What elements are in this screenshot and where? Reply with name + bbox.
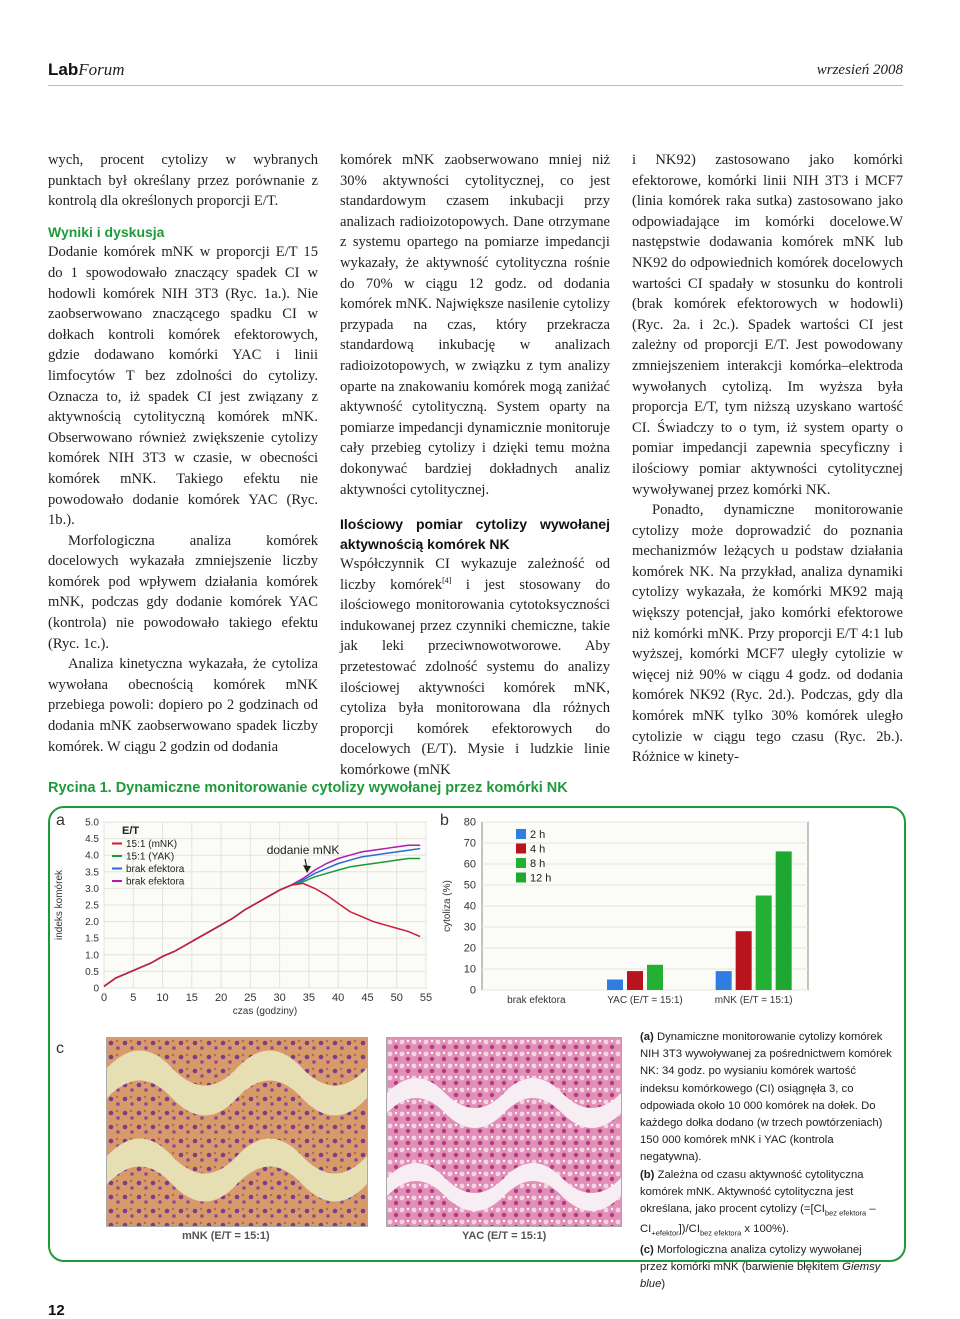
y-tick-label: 4.5 bbox=[85, 834, 99, 846]
legend-label: 4 h bbox=[530, 843, 546, 856]
y-tick-label: 70 bbox=[463, 837, 476, 850]
y-tick-label: 50 bbox=[463, 879, 476, 892]
x-axis-label: czas (godziny) bbox=[232, 1006, 298, 1017]
x-category-label: brak efektora bbox=[507, 995, 566, 1006]
caption-subscript: bez efektora bbox=[699, 1228, 742, 1238]
panel-label-b: b bbox=[440, 812, 449, 829]
bar-chart-cytolysis bbox=[440, 814, 820, 1026]
x-tick-label: 55 bbox=[419, 992, 433, 1004]
micrograph-yac bbox=[386, 1037, 622, 1227]
micrograph-mnk-label: mNK (E/T = 15:1) bbox=[182, 1230, 270, 1242]
caption-subscript: +efektor bbox=[651, 1228, 679, 1238]
issue-date: wrzesień 2008 bbox=[816, 62, 903, 78]
bar bbox=[627, 971, 643, 990]
legend-label: 8 h bbox=[530, 858, 546, 870]
x-tick-label: 50 bbox=[390, 992, 403, 1004]
y-tick-label: 5.0 bbox=[85, 817, 99, 829]
y-tick-label: 10 bbox=[463, 963, 476, 976]
text-column-2 bbox=[340, 150, 610, 781]
text-column-1 bbox=[48, 150, 318, 757]
paragraph: komórek mNK zaobserwowano mniej niż 30% aktywności cytolitycznej, co jest standardowym czasem inkubacji przy analizach radioizotopowych. Dane otrzymane z systemu opartego na pomiarze impedancji wykazały, że aktywność cytolityczna rośnie do 70% w ciągu 12 godz. od dodania komórek mNK. Największe nasilenie cytolizy przypada na czas, który przekracza standardową inkubację w analizach radioizotopowych, w związku z tym analizy oparte na znakowaniu komórek mogą zaniżać aktywność cytolityczną. System oparty na pomiarze impedancji dynamicznie monitoruje cały przebieg cytolizy i dzięki temu można dokonywać bardziej dokładnych analiz aktywności cytolitycznej. bbox=[340, 152, 610, 498]
y-axis-label: indeks komórek bbox=[54, 869, 65, 941]
micrograph-mnk-image bbox=[107, 1038, 367, 1226]
section-heading-results: Wyniki i dyskusja bbox=[48, 223, 165, 240]
y-tick-label: 3.0 bbox=[85, 883, 99, 895]
x-tick-label: 20 bbox=[214, 992, 228, 1004]
text-column-3 bbox=[632, 150, 903, 768]
logo-bold: Lab bbox=[48, 60, 79, 79]
caption-subscript: bez efektora bbox=[824, 1208, 867, 1218]
legend-label: brak efektora bbox=[126, 876, 185, 888]
legend-label: 15:1 (YAK) bbox=[126, 851, 175, 863]
legend-title: E/T bbox=[122, 825, 140, 837]
section-heading-quantitative: Ilościowy pomiar cytolizy wywołanej aktywnością komórek NK bbox=[340, 516, 610, 553]
caption-tag: (b) bbox=[640, 1168, 655, 1181]
figure-title: Rycina 1. Dynamiczne monitorowanie cytolizy wywołanej przez komórki NK bbox=[48, 780, 568, 796]
y-axis-label: cytoliza (%) bbox=[442, 880, 453, 932]
panel-label-c: c bbox=[56, 1040, 64, 1057]
y-tick-label: 80 bbox=[463, 816, 476, 829]
y-tick-label: 60 bbox=[463, 858, 476, 871]
x-category-label: YAC (E/T = 15:1) bbox=[607, 995, 683, 1006]
x-tick-label: 25 bbox=[244, 992, 257, 1004]
caption-b bbox=[640, 1167, 892, 1242]
caption-text: ) bbox=[661, 1278, 666, 1291]
y-tick-label: 0 bbox=[93, 983, 99, 995]
caption-text: – CI bbox=[640, 1203, 876, 1236]
legend-swatch bbox=[516, 858, 526, 868]
paragraph: wych, procent cytolizy w wybranych punktach był określany przez porównanie z kontrolą dla określonych proporcji E/T. bbox=[48, 152, 318, 210]
caption-text: x 100%). bbox=[741, 1223, 789, 1236]
y-tick-label: 1.5 bbox=[85, 933, 99, 945]
legend-swatch bbox=[516, 829, 526, 839]
figure-caption bbox=[640, 1029, 892, 1294]
y-tick-label: 20 bbox=[463, 942, 476, 955]
caption-text: ])/CI bbox=[678, 1223, 700, 1236]
y-tick-label: 3.5 bbox=[85, 867, 99, 879]
x-tick-label: 15 bbox=[185, 992, 198, 1004]
micrograph-yac-label: YAC (E/T = 15:1) bbox=[462, 1230, 547, 1242]
caption-text: Dynamiczne monitorowanie cytolizy komórek NIH 3T3 wywoływanej za pośrednictwem komórek NK: 34 godz. po wysianiu komórek wartość indeksu komórkowego (CI) osiągnęła 3, co odpowiada około 10 000 komórek na dołek. Do każdego dołka dodano (w trzech powtórzeniach) 150 000 komórek mNK i YAC (kontrola negatywna). bbox=[640, 1031, 892, 1164]
caption-italic: Giemsy blue bbox=[640, 1261, 881, 1291]
y-tick-label: 2.5 bbox=[85, 900, 99, 912]
bar bbox=[647, 965, 663, 990]
y-tick-label: 1.0 bbox=[85, 950, 99, 962]
x-tick-label: 30 bbox=[273, 992, 286, 1004]
bar bbox=[716, 971, 732, 990]
micrograph-yac-image bbox=[387, 1038, 621, 1226]
caption-tag: (c) bbox=[640, 1243, 654, 1256]
caption-tag: (a) bbox=[640, 1031, 654, 1043]
bar bbox=[736, 931, 752, 990]
journal-logo bbox=[48, 60, 125, 80]
x-tick-label: 5 bbox=[130, 992, 137, 1004]
paragraph: Analiza kinetyczna wykazała, że cytoliza wywołana obecnością komórek mNK przebiega powoli: dopiero po 2 godzinach od dodania mNK zaobserwowano spadek liczby komórek. W ciągu 2 godzin od dodania bbox=[48, 656, 318, 755]
page-number: 12 bbox=[48, 1302, 65, 1319]
y-tick-label: 40 bbox=[463, 900, 476, 913]
bar bbox=[756, 896, 772, 991]
panel-label-a: a bbox=[56, 812, 65, 829]
y-tick-label: 0.5 bbox=[85, 966, 99, 978]
x-tick-label: 0 bbox=[100, 992, 108, 1004]
paragraph: i NK92) zastosowano jako komórki efektorowe, komórki linii NIH 3T3 i MCF7 (linia komórek raka sutka) zastosowano jako odpowiadające im komórki docelowe.W następstwie dodawania komórek mNK lub NK92 do odpowiednich komórek docelowych wartości CI spadały w stosunku do kontroli (brak komórek efektorowych w hodowli) (Ryc. 2a. i 2c.). Spadek wartości CI jest zależny od proporcji E/T. Jest powodowany zmniejszeniem interakcji komórka–elektroda wywołanych cytolizą. Im wyższa była proporcja E/T, tym niższą uzyskano wartość CI. Świadczy to o tym, iż system oparty o pomiar impedancji zapewnia specyficzny i ilościowy pomiar aktywności cytolitycznej wywoływanej przez komórki NK. bbox=[632, 152, 903, 498]
annotation-label: dodanie mNK bbox=[266, 843, 340, 857]
caption-text: Morfologiczna analiza cytolizy wywołanej przez komórki mNK (barwienie błękitem bbox=[640, 1243, 862, 1274]
paragraph: Dodanie komórek mNK w proporcji E/T 15 do 1 spowodowało znaczący spadek CI w hodowli komórek NIH 3T3 (Ryc. 1a.). Nie zaobserwowano znaczącego spadku CI w dołkach kontroli komórek efektorowych, gdzie dodawano komórki YAC i linii limfocytów T bez zdolności do cytolizy. Oznacza to, iż spadek CI jest związany z aktywnością cytolityczną komórek mNK. Obserwowano również zwiększenie cytolizy komórek NIH 3T3 w czasie, w obecności komórek mNK. Takiego efektu nie powodowało dodanie komórek YAC (Ryc. 1b.). bbox=[48, 244, 318, 529]
legend-label: brak efektora bbox=[126, 864, 185, 875]
logo-italic: Forum bbox=[78, 60, 125, 79]
caption-text: Zależna od czasu aktywność cytolityczna komórek mNK. Aktywność cytolityczna jest określana, jako procent cytolizy (=[CI bbox=[640, 1168, 864, 1216]
y-tick-label: 0 bbox=[469, 984, 476, 997]
paragraph: Morfologiczna analiza komórek docelowych wykazała zmniejszenie liczby komórek pod wpływem działania komórek mNK, podczas gdy dodanie komórek YAC (kontrola) nie powodowało takiego efektu (Ryc. 1c.). bbox=[48, 532, 318, 652]
line-chart-cell-index bbox=[50, 814, 442, 1026]
y-tick-label: 4.0 bbox=[85, 850, 99, 862]
caption-c bbox=[640, 1242, 892, 1294]
paragraph-text: i jest stosowany do ilościowego monitorowania cytotoksyczności indukowanej przez czynniki chemiczne, takie jak leki przeciwnowotworowe. Aby przetestować zdolność systemu do analizy ilościowej aktywności komórek mNK, cytoliza była monitorowana dla różnych proporcji komórek efektorowych do docelowych (E/T). Mysie i ludzkie linie komórkowe (mNK bbox=[340, 576, 610, 779]
legend-swatch bbox=[516, 844, 526, 854]
paragraph bbox=[340, 554, 610, 781]
x-tick-label: 10 bbox=[156, 992, 169, 1004]
legend-label: 15:1 (mNK) bbox=[126, 839, 178, 850]
caption-a bbox=[640, 1029, 892, 1167]
x-tick-label: 40 bbox=[332, 992, 345, 1004]
x-tick-label: 35 bbox=[302, 992, 316, 1004]
y-tick-label: 2.0 bbox=[85, 917, 99, 929]
legend-label: 2 h bbox=[530, 829, 546, 841]
legend-swatch bbox=[516, 873, 526, 883]
x-category-label: mNK (E/T = 15:1) bbox=[714, 995, 793, 1006]
bar bbox=[776, 851, 792, 990]
paragraph-text: Współczynnik CI wykazuje zależność od liczby komórek bbox=[340, 556, 610, 593]
bar bbox=[607, 980, 623, 991]
header-rule bbox=[48, 85, 903, 86]
citation: [4] bbox=[442, 575, 452, 585]
micrograph-mnk bbox=[106, 1037, 368, 1227]
y-tick-label: 30 bbox=[463, 921, 476, 934]
paragraph: Ponadto, dynamiczne monitorowanie cytolizy może doprowadzić do poznania mechanizmów leżących u podstaw działania komórek NK. Na przykład, analiza dynamiki cytolizy wykazała, że komórki MK92 mają większy potencjał, jako komórki efektorowe niż komórki mNK. Przy proporcji E/T 4:1 lub wyższej, komórki MCF7 uległy cytolizie w więcej niż 90% w ciągu 4 godz. od dodania komórek NK92 (Ryc. 2d.). Podczas, gdy dla komórek mNK tylko 30% komórek uległo cytolizie w ciągu tego czasu (Ryc. 2b.). Różnice w kinety- bbox=[632, 502, 903, 766]
x-tick-label: 45 bbox=[361, 992, 374, 1004]
legend-label: 12 h bbox=[530, 872, 552, 885]
